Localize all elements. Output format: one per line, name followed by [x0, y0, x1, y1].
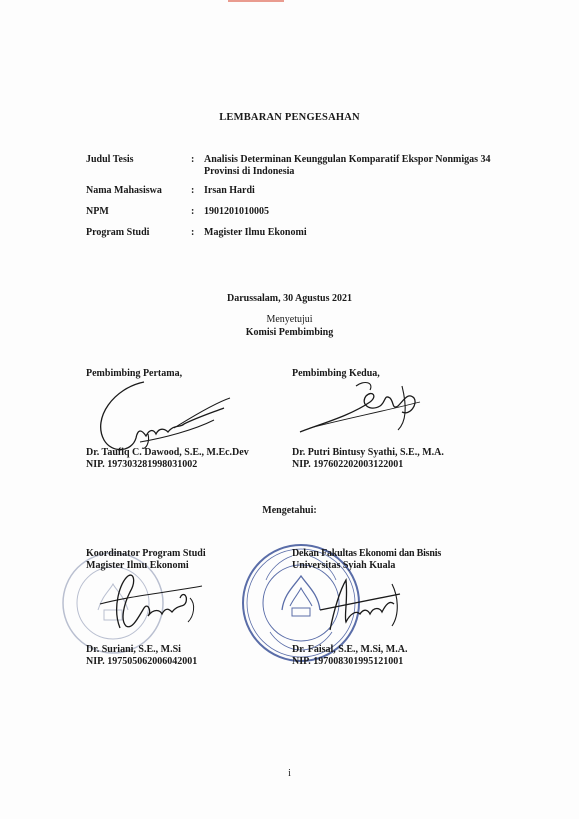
supervisor2-signature — [290, 372, 440, 452]
supervisor2-name: Dr. Putri Bintusy Syathi, S.E., M.A. — [292, 447, 444, 458]
top-edge-mark — [228, 0, 284, 2]
coordinator-role-line2: Magister Ilmu Ekonomi — [86, 560, 189, 571]
supervisor1-nip: NIP. 197303281998031002 — [86, 459, 198, 470]
approval-heading: Menyetujui — [266, 314, 313, 325]
page-title: LEMBARAN PENGESAHAN — [219, 112, 360, 123]
field-label: Nama Mahasiswa — [86, 185, 162, 196]
field-label: Judul Tesis — [86, 154, 134, 165]
field-separator: : — [191, 227, 195, 238]
field-value: 1901201010005 — [204, 206, 269, 217]
field-separator: : — [191, 206, 195, 217]
coordinator-signature — [90, 568, 210, 638]
field-label: Program Studi — [86, 227, 150, 238]
dean-role-line2: Universitas Syiah Kuala — [292, 560, 396, 571]
dean-nip: NIP. 197008301995121001 — [292, 656, 404, 667]
coordinator-nip: NIP. 197505062006042001 — [86, 656, 198, 667]
dean-name: Dr. Faisal, S.E., M.Si, M.A. — [292, 644, 408, 655]
field-value: Irsan Hardi — [204, 185, 255, 196]
supervisor1-signature — [84, 378, 234, 458]
supervisor2-nip: NIP. 197602202003122001 — [292, 459, 404, 470]
field-separator: : — [191, 185, 195, 196]
supervisor1-role: Pembimbing Pertama, — [86, 368, 183, 379]
coordinator-name: Dr. Suriani, S.E., M.Si — [86, 644, 181, 655]
dean-role-line1: Dekan Fakultas Ekonomi dan Bisnis — [292, 548, 442, 559]
field-value: Magister Ilmu Ekonomi — [204, 227, 307, 238]
committee-heading: Komisi Pembimbing — [245, 327, 334, 338]
acknowledged-heading: Mengetahui: — [262, 505, 317, 516]
supervisor2-role: Pembimbing Kedua, — [292, 368, 380, 379]
page-number: i — [288, 768, 291, 779]
field-label: NPM — [86, 206, 109, 217]
supervisor1-name: Dr. Taufiq C. Dawood, S.E., M.Ec.Dev — [86, 447, 249, 458]
field-separator: : — [191, 154, 195, 165]
place-date: Darussalam, 30 Agustus 2021 — [226, 293, 353, 304]
dean-signature — [300, 570, 410, 640]
coordinator-role-line1: Koordinator Program Studi — [86, 548, 206, 559]
field-value: Analisis Determinan Keunggulan Komparatif Ekspor Nonmigas 34 Provinsi di Indonesia — [204, 154, 491, 177]
